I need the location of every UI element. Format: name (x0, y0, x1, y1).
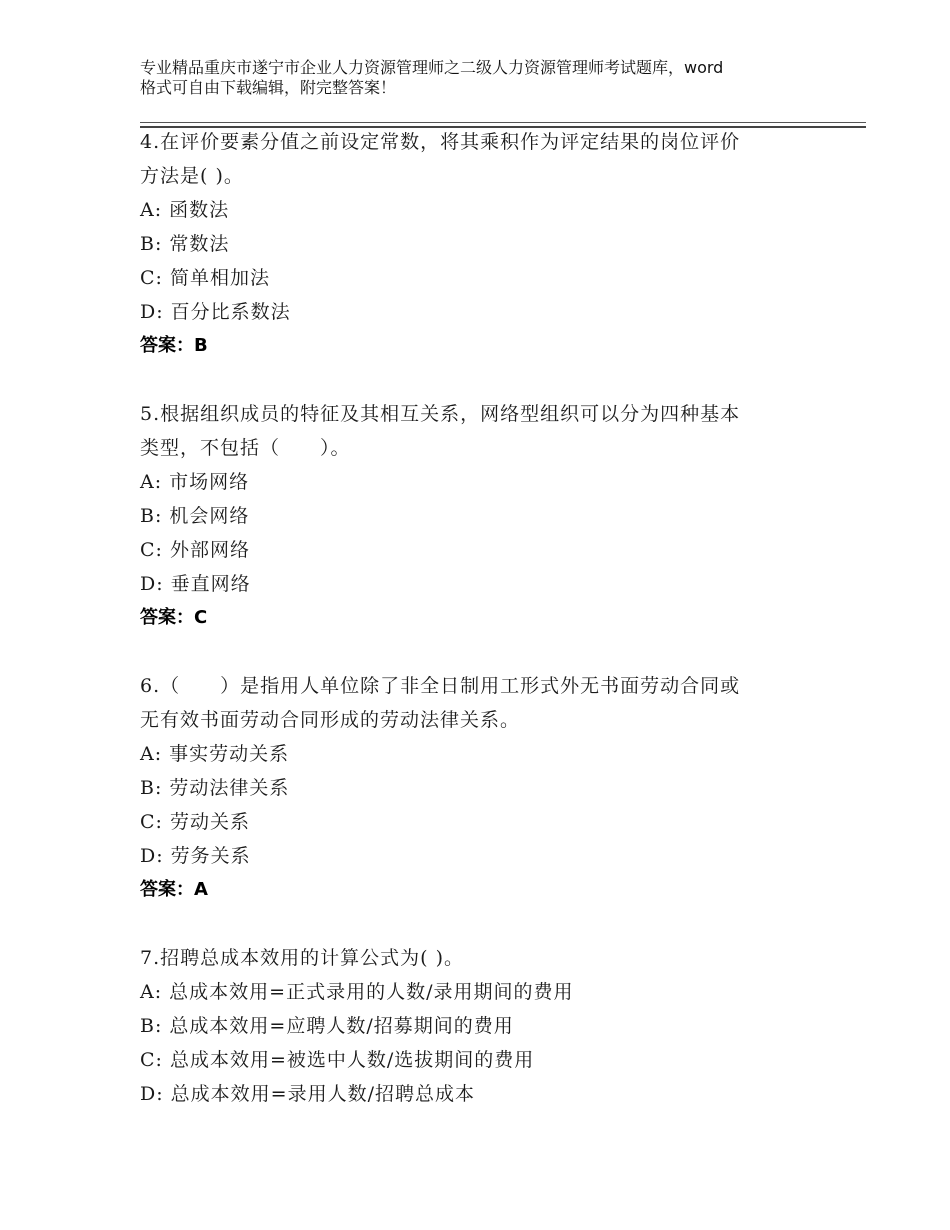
option-a: A: 函数法 (140, 199, 230, 221)
option-b: B: 机会网络 (140, 505, 250, 527)
option-a: A: 事实劳动关系 (140, 743, 290, 765)
question-4 (140, 125, 840, 363)
question-stem: 4.在评价要素分值之前设定常数，将其乘积作为评定结果的岗位评价 (140, 131, 741, 153)
option-d: D: 百分比系数法 (140, 301, 291, 323)
question-stem-continued: 方法是( )。 (140, 165, 244, 187)
header-divider-thin (140, 122, 866, 123)
question-list (140, 125, 840, 1145)
question-stem-continued: 类型，不包括（ ）。 (140, 437, 351, 459)
option-c: C: 劳动关系 (140, 811, 250, 833)
option-d: D: 垂直网络 (140, 573, 251, 595)
answer: 答案：C (140, 607, 208, 628)
question-stem: 7.招聘总成本效用的计算公式为( )。 (140, 947, 464, 969)
question-stem-continued: 无有效书面劳动合同形成的劳动法律关系。 (140, 709, 521, 731)
document-header (140, 58, 840, 98)
question-5 (140, 397, 840, 635)
question-stem: 6.（ ）是指用人单位除了非全日制用工形式外无书面劳动合同或 (140, 675, 741, 697)
option-b: B: 总成本效用=应聘人数/招募期间的费用 (140, 1015, 514, 1037)
option-c: C: 外部网络 (140, 539, 250, 561)
option-a: A: 市场网络 (140, 471, 250, 493)
question-7 (140, 941, 840, 1111)
question-stem: 5.根据组织成员的特征及其相互关系，网络型组织可以分为四种基本 (140, 403, 741, 425)
option-c: C: 简单相加法 (140, 267, 270, 289)
option-c: C: 总成本效用=被选中人数/选拔期间的费用 (140, 1049, 535, 1071)
question-6 (140, 669, 840, 907)
option-b: B: 常数法 (140, 233, 230, 255)
option-b: B: 劳动法律关系 (140, 777, 290, 799)
header-line-2: 格式可自由下载编辑，附完整答案！ (140, 78, 397, 97)
answer: 答案：B (140, 335, 208, 356)
header-line-1: 专业精品重庆市遂宁市企业人力资源管理师之二级人力资源管理师考试题库，word (140, 58, 724, 77)
answer: 答案：A (140, 879, 208, 900)
option-a: A: 总成本效用=正式录用的人数/录用期间的费用 (140, 981, 574, 1003)
option-d: D: 总成本效用=录用人数/招聘总成本 (140, 1083, 475, 1105)
option-d: D: 劳务关系 (140, 845, 251, 867)
